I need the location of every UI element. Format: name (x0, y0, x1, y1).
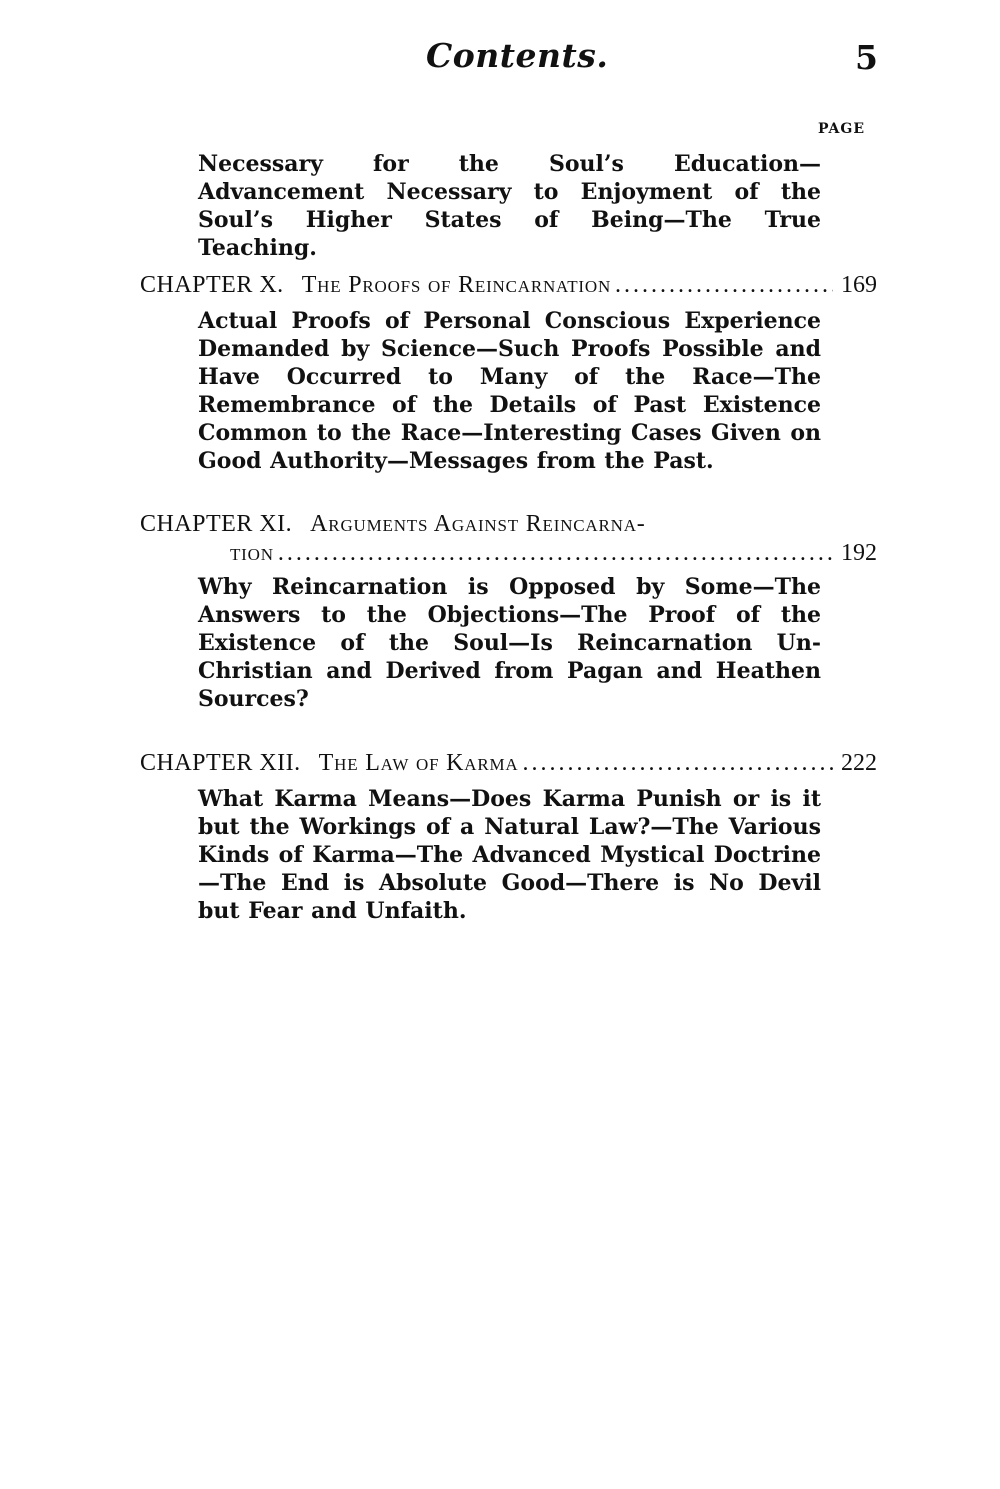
toc-entry-chapter-x (140, 271, 877, 299)
chapter-title: The Law of Karma (318, 750, 519, 776)
dot-leader (615, 271, 833, 299)
chapter-label: CHAPTER X. (140, 272, 284, 298)
dot-leader (278, 539, 833, 567)
chapter-title: Arguments Against Reincarna- (310, 511, 646, 537)
toc-entry-chapter-xii (140, 749, 877, 777)
dot-leader (523, 749, 834, 777)
chapter-label: CHAPTER XI. (140, 511, 293, 537)
chapter-page-number: 192 (841, 540, 877, 566)
chapter-title: The Proofs of Reincarnation (301, 272, 612, 298)
chapter-title-continued: tion (230, 540, 274, 566)
chapter-page-number: 169 (841, 272, 877, 298)
chapter-label: CHAPTER XII. (140, 750, 301, 776)
running-title: Contents. (426, 36, 609, 75)
synopsis-chapter-xi: Why Reincarnation is Opposed by Some—The Answers to the Objections—The Proof of the Existence of the Soul—Is Reincarnation Un-Christian and Derived from Pagan and Heathen Sources? (198, 574, 821, 712)
synopsis-chapter-xii: What Karma Means—Does Karma Punish or is it but the Workings of a Natural Law?—The Various Kinds of Karma—The Advanced Mystical Doctrine—The End is Absolute Good—There is No Devil but Fear and Unfaith. (198, 786, 821, 924)
synopsis-chapter-x: Actual Proofs of Personal Conscious Experience Demanded by Science—Such Proofs Possible and Have Occurred to Many of the Race—The Remembrance of the Details of Past Existence Common to the Race—Interesting Cases Given on Good Authority—Messages from the Past. (198, 308, 821, 474)
chapter-page-number: 222 (841, 750, 877, 776)
page-number: 5 (855, 38, 878, 77)
synopsis-continued: Necessary for the Soul’s Education—Advancement Necessary to Enjoyment of the Soul’s Higher States of Being—The True Teaching. (198, 151, 821, 261)
page-column-label: PAGE (818, 121, 865, 137)
toc-entry-chapter-xi-continued (230, 539, 877, 567)
toc-entry-chapter-xi (140, 510, 877, 538)
